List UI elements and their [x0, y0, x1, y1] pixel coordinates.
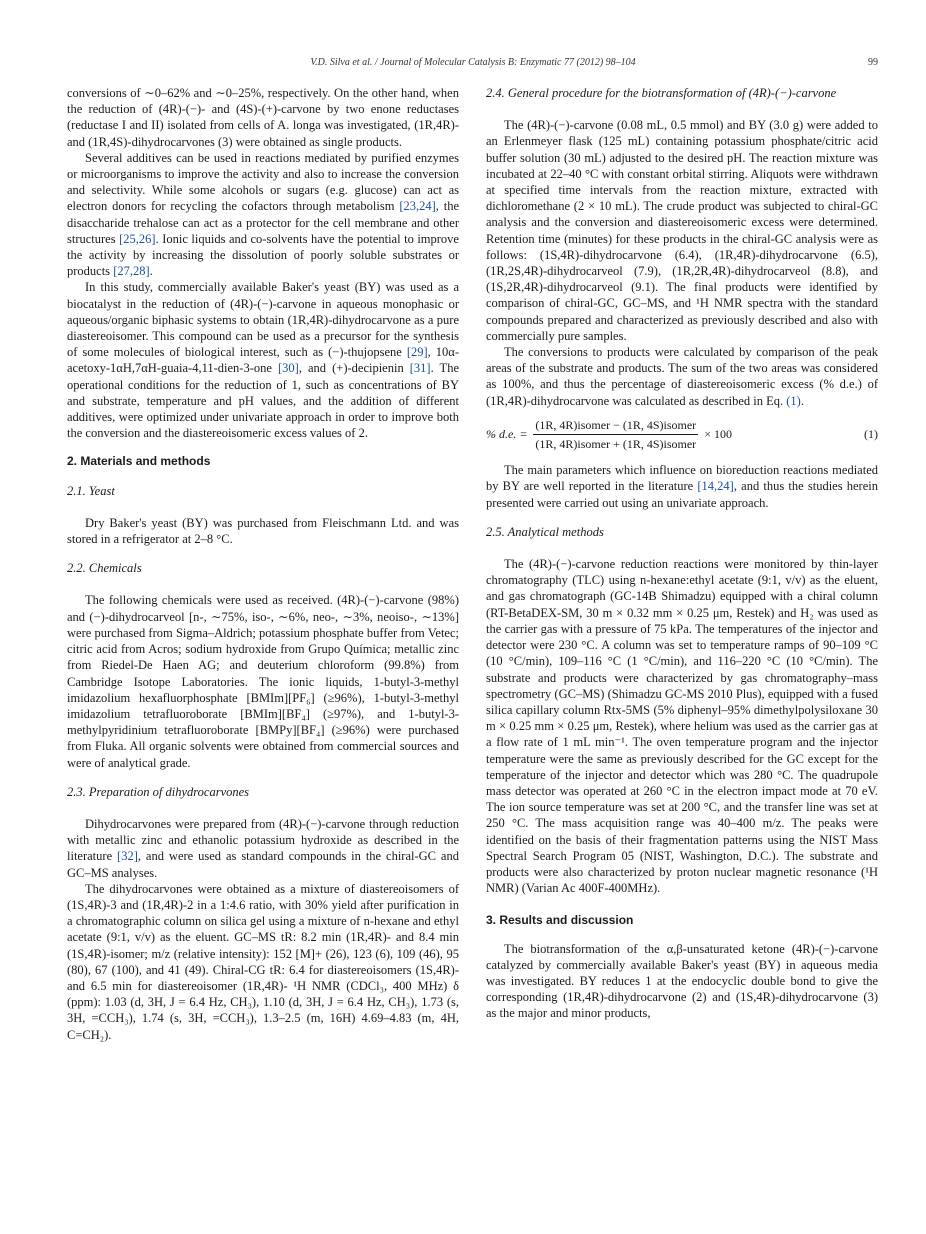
parameters-text-1: The main parameters which influence on bioreduction reactions mediated by BY are well reported in the literature	[486, 463, 878, 494]
section-2-heading: 2. Materials and methods	[67, 454, 211, 469]
page-number: 99	[868, 57, 878, 68]
equation-lhs: % d.e. =	[486, 427, 528, 442]
yeast-paragraph: Dry Baker's yeast (BY) was purchased from Fleischmann Ltd. and was stored in a refrigerator at 2–8 °C.	[67, 515, 459, 547]
results-paragraph: The biotransformation of the α,β-unsaturated ketone (4R)-(−)-carvone catalyzed by commercially available Baker's yeast (BY) in aqueous media was investigated. BY reduces 1 at the endocyclic double bond to give the corresponding (1R,4R)-dihydrocarvone (2) and (1S,4R)-dihydrocarvone (3) as the major and minor products,	[486, 941, 878, 1021]
subsection-2-1-heading: 2.1. Yeast	[67, 483, 115, 498]
equation-denominator: (1R, 4R)isomer + (1R, 4S)isomer	[535, 437, 697, 452]
equation-fraction	[533, 417, 698, 452]
additives-text-4: .	[149, 264, 153, 279]
conversions-text-1: The conversions to products were calculated by comparison of the peak areas of the substrate and products. The sum of the two areas was considered as 100%, and thus the percentage of diastereoisomeric excess (% d.e.) of (1R,4R)-dihydrocarvone was calculated as described in Eq.	[486, 345, 878, 408]
preparation-text-2: , and were used as standard compounds in the chiral-GC and GC–MS analyses.	[67, 849, 459, 880]
study-text-3: , and (+)-decipienin	[298, 361, 410, 376]
procedure-paragraph: The (4R)-(−)-carvone (0.08 mL, 0.5 mmol) and BY (3.0 g) were added to an Erlenmeyer flask (125 mL) containing potassium phosphate/citric acid buffer solution (30 mL) adjusted to the desired pH. The reaction mixture was incubated at 22–40 °C with constant orbital stirring. Aliquots were withdrawn at specified time intervals from the reaction mixture, extracted with dichloromethane (2 × 10 mL). The crude product was subjected to chiral-GC analysis and the conversion and diastereoisomeric excess were determined. Retention time (minutes) for these products in the chiral-GC analysis were as follows: (1S,4R)-dihydrocarvone (6.4), (1R,4R)-dihydrocarvone (6.5), (1R,2S,4R)-dihydrocarveol (7.9), (1R,2R,4R)-dihydrocarveol (8.8), and (1S,2R,4R)-dihydrocarveol (9.1). The final products were identified by comparison of chiral-GC, GC–MS, and ¹H NMR spectra with the standard compounds prepared and characterized as previously described and also with commercially pure samples.	[486, 118, 878, 343]
study-text-1: In this study, commercially available Baker's yeast (BY) was used as a biocatalyst in the reduction of (4R)-(−)-carvone in aqueous monophasic or aqueous/organic biphasic systems to obtain (1R,4R)-dihydrocarvone as a pure diastereoisomer. This compound can be used as a precursor for the synthesis of some molecules of biological interest, such as (−)-thujopsene	[67, 280, 459, 360]
equation-multiplier: × 100	[704, 427, 732, 442]
citation-link-25-26[interactable]: [25,26]	[119, 231, 156, 246]
citation-link-31[interactable]: [31]	[409, 361, 431, 376]
citation-link-29[interactable]: [29]	[406, 345, 428, 360]
conversions-text-2: .	[800, 393, 804, 408]
additives-paragraph	[67, 150, 459, 280]
subsection-2-4-heading: 2.4. General procedure for the biotransformation of (4R)-(−)-carvone	[486, 86, 837, 100]
equation-number: (1)	[864, 427, 878, 442]
conversions-paragraph	[486, 344, 878, 409]
citation-link-30[interactable]: [30]	[277, 361, 299, 376]
citation-link-14-24[interactable]: [14,24]	[697, 479, 734, 494]
mixture-paragraph: The dihydrocarvones were obtained as a mixture of diastereoisomers of (1S,4R)-3 and (1R,4R)-2 in a 1:4.6 ratio, with 30% yield after purification in a chromatographic column on silica gel using a mixture of n-hexane and ethyl acetate (9:1, v/v) as the eluent. GC–MS tR: 8.2 min (1R,4R)- and 8.4 min (1S,4R)-isomer; m/z (relative intensity): 152 [M]+ (26), 123 (6), 109 (46), 95 (80), 67 (100), and 41 (49). Chiral-CG tR: 6.4 for diastereoisomers (1S,4R)- and 6.5 min for diastereoisomer (1R,4R)- ¹H NMR (CDCl₃, 400 MHz) δ (ppm): 1.03 (d, 3H, J = 6.4 Hz, CH₃), 1.10 (d, 3H, J = 6.4 Hz, CH₃), 1.73 (s, 3H, =CCH₃), 1.74 (s, 3H, =CCH₃), 1.3–2.5 (m, 16H) 4.69–4.83 (m, 4H, C=CH₂).	[67, 881, 459, 1042]
equation-numerator: (1R, 4R)isomer − (1R, 4S)isomer	[533, 417, 698, 435]
parameters-text-2: , and thus the studies herein presented were carried out using an univariate approach.	[486, 479, 878, 510]
right-column	[486, 85, 878, 1022]
preparation-text-1: Dihydrocarvones were prepared from (4R)-(−)-carvone through reduction with metallic zinc and ethanolic potassium hydroxide as described in the literature	[67, 816, 459, 864]
study-paragraph	[67, 279, 459, 441]
study-text-4: . The operational conditions for the reduction of 1, such as concentrations of BY and substrate, temperature and pH values, and the addition of different additives, were optimized under univariate approach in order to improve both the conversion and the diastereoisomeric excess values of 2.	[67, 361, 459, 441]
additives-text-1: Several additives can be used in reactions mediated by purified enzymes or microorganisms to improve the activity and also to increase the conversion and selectivity. While some alcohols or sugars (e.g. glucose) can act as electron donors for recycling the cofactors through metabolism	[67, 150, 459, 214]
chemicals-paragraph: The following chemicals were used as received. (4R)-(−)-carvone (98%) and (−)-dihydrocarveol [n-, ∼75%, iso-, ∼6%, neo-, ∼3%, neoiso-, ∼13%] were purchased from Sigma–Aldrich; potassium phosphate buffer from Vetec; citric acid from Acros; sodium hydroxide from Grupo Química; metallic zinc from Riedel-De Haen AG; and deuterium chloroform (99.8%) from Cambridge Isotope Laboratories. The ionic liquids, 1-butyl-3-methyl imidazolium hexafluorphosphate [BMIm][PF₆] (≥96%), 1-butyl-3-methyl imidazolium tetrafluoroborate [BMIm][BF₄] (≥97%), and 1-butyl-3-methylpyridinium tetrafluoroborate [BMPy][BF₄] (≥96%) were purchased from Fluka. All organic solvents were obtained from commercial sources and were of analytical grade.	[67, 593, 459, 770]
subsection-2-5-heading: 2.5. Analytical methods	[486, 524, 604, 539]
study-text-2: , 10α-acetoxy-1αH,7αH-guaia-4,11-dien-3-one	[67, 345, 459, 376]
equation-link-1[interactable]: (1)	[786, 393, 801, 408]
analytical-paragraph: The (4R)-(−)-carvone reduction reactions were monitored by thin-layer chromatography (TLC) using n-hexane:ethyl acetate (9:1, v/v) as the eluent, and gas chromatograph (GC-14B Shimadzu) equipped with a chiral column (RT-BetaDEX-SM, 30 m × 0.32 mm × 0.25 μm, Restek) and H₂ was used as the carrier gas with a pressure of 75 kPa. The temperatures of the injector and detector were 230 °C. A column was set to temperature ramps of 90–109 °C (10 °C/min), 109–116 °C (1 °C/min), and 116–220 °C (10 °C/min). The substrate and products were characterized by gas chromatography–mass spectrometry (GC–MS) (Shimadzu GC-MS 2010 Plus), equipped with a fused silica capillary column Rtx-5MS (5% diphenyl–95% dimethylpolysiloxane 30 m × 0.25 mm × 0.25 μm, Restek), where helium was used as the carrier gas at a flow rate of 1 mL min⁻¹. The oven temperature program and the injector temperature were the same as previously described for the GC except for the temperature of the injector and detector which was 280 °C. The quadrupole mass detector was operated at 260 °C in the electron impact mode at 70 eV. The ion source temperature was set at 200 °C, and the transfer line was set at 250 °C. The mass acquisition range was 40–400 m/z. The peaks were identified on the basis of their fragmentation patterns using the NIST Mass Spectral Search Program 05 (NIST, Washington, D.C.). The substrate and products were also characterized by proton nuclear magnetic resonance (¹H NMR) (Varian Ac 400F-400MHz).	[486, 557, 878, 896]
equation-1	[486, 417, 878, 452]
intro-continuation-paragraph: conversions of ∼0–62% and ∼0–25%, respectively. On the other hand, when the reduction of (4R)-(−)- and (4S)-(+)-carvone by two enone reductases (reductase I and II) isolated from cells of A. longa was investigated, (1R,4R)- and (1R,4S)-dihydrocarvones (3) were obtained as single products.	[67, 86, 459, 149]
subsection-2-3-heading: 2.3. Preparation of dihydrocarvones	[67, 784, 250, 799]
parameters-paragraph	[486, 462, 878, 511]
citation-link-27-28[interactable]: [27,28]	[113, 264, 150, 279]
additives-text-2: , the disaccharide trehalose can act as a protector for the cell membrane and other structures	[67, 199, 459, 246]
citation-link-23-24[interactable]: [23,24]	[399, 199, 436, 214]
citation-link-32[interactable]: [32]	[117, 849, 138, 864]
running-head: V.D. Silva et al. / Journal of Molecular Catalysis B: Enzymatic 77 (2012) 98–104	[310, 57, 636, 68]
left-column	[67, 85, 459, 1043]
preparation-paragraph	[67, 816, 459, 881]
section-3-heading: 3. Results and discussion	[486, 913, 634, 928]
subsection-2-2-heading: 2.2. Chemicals	[67, 561, 142, 576]
additives-text-3: . Ionic liquids and co-solvents have the potential to improve the activity by increasing the dissolution of poorly soluble substrates or products	[67, 231, 459, 279]
